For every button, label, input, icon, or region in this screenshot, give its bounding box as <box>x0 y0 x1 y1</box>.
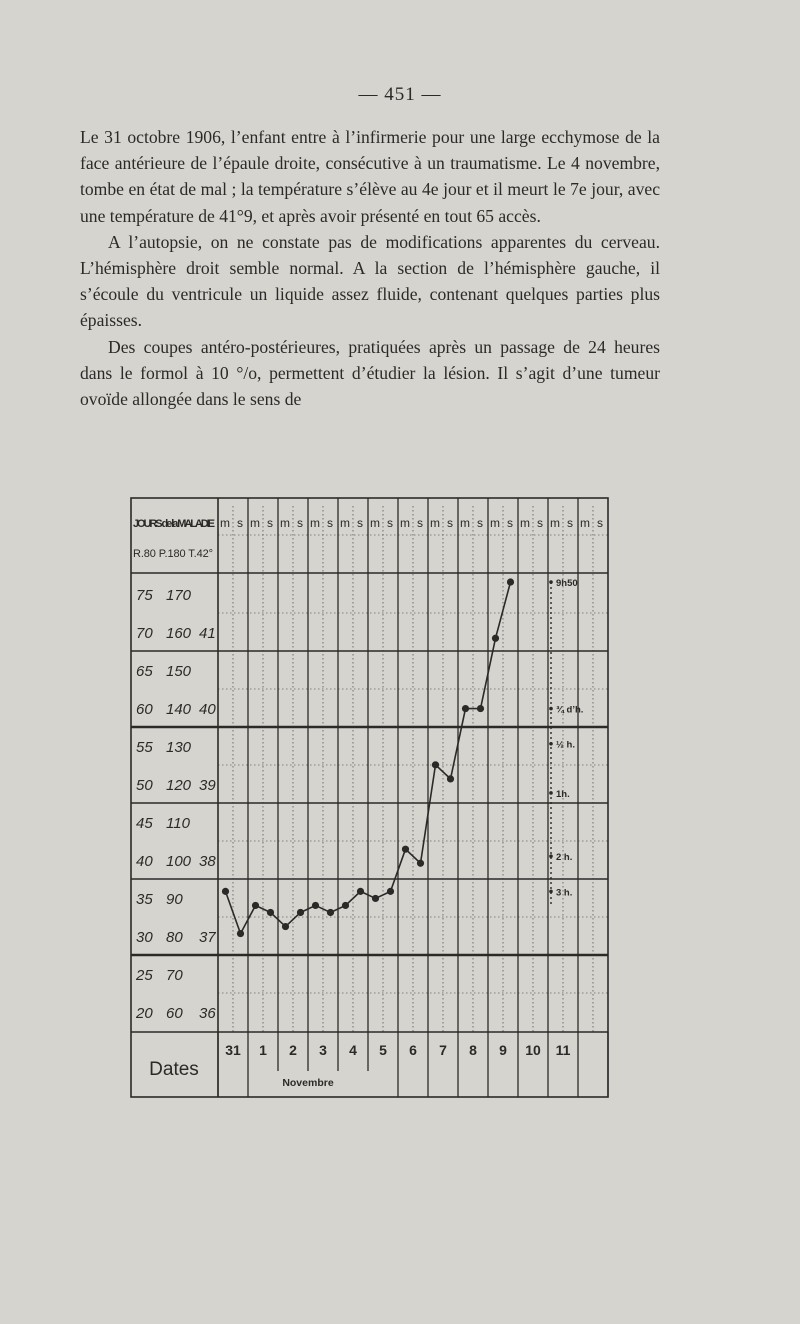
slot-label-s: s <box>567 516 573 530</box>
y-label-pulse: 150 <box>166 663 192 680</box>
y-label-pulse: 130 <box>166 739 192 756</box>
temperature-chart <box>128 495 613 1099</box>
y-label-respiration: 50 <box>136 777 153 794</box>
slot-label-m: m <box>550 516 560 530</box>
slot-label-s: s <box>267 516 273 530</box>
slot-label-s: s <box>537 516 543 530</box>
slot-label-m: m <box>340 516 350 530</box>
date-label: 3 <box>319 1042 327 1058</box>
temperature-point <box>507 578 514 585</box>
date-label: 31 <box>225 1042 241 1058</box>
slot-label-s: s <box>477 516 483 530</box>
slot-label-m: m <box>220 516 230 530</box>
slot-label-m: m <box>580 516 590 530</box>
y-label-respiration: 70 <box>136 625 153 642</box>
annotation-marker <box>549 580 553 584</box>
annotation-label: ¾ d’h. <box>556 704 584 716</box>
slot-label-m: m <box>520 516 530 530</box>
slot-label-m: m <box>490 516 500 530</box>
y-label-respiration: 55 <box>136 739 153 756</box>
y-label-pulse: 160 <box>166 625 192 642</box>
temperature-point <box>342 902 349 909</box>
slot-label-s: s <box>297 516 303 530</box>
paragraph-1: Le 31 octobre 1906, l’enfant entre à l’infirmerie pour une large ecchymose de la face antérieure de l’épaule droite, consécutive à un traumatisme. Le 4 novembre, tombe en état de mal ; la température s’élève au 4e jour et il meurt le 7e jour, avec une température de 41°9, et après avoir présenté en tout 65 accès. <box>80 127 660 226</box>
slot-label-m: m <box>460 516 470 530</box>
temperature-point <box>417 860 424 867</box>
y-label-respiration: 65 <box>136 663 153 680</box>
y-label-temperature: 36 <box>199 1005 216 1022</box>
temperature-point <box>222 888 229 895</box>
slot-label-m: m <box>430 516 440 530</box>
slot-label-s: s <box>327 516 333 530</box>
annotation-marker <box>549 890 553 894</box>
date-label: 8 <box>469 1042 477 1058</box>
temperature-point <box>327 909 334 916</box>
date-label: 10 <box>525 1042 541 1058</box>
date-label: 7 <box>439 1042 447 1058</box>
y-label-pulse: 170 <box>166 587 192 604</box>
annotation-marker <box>549 854 553 858</box>
temperature-point <box>432 761 439 768</box>
annotation-label: 3 h. <box>556 887 573 899</box>
y-label-pulse: 90 <box>166 891 183 908</box>
y-label-respiration: 60 <box>136 701 153 718</box>
temperature-point <box>372 895 379 902</box>
date-label: 5 <box>379 1042 387 1058</box>
y-label-temperature: 39 <box>199 777 216 794</box>
temperature-point <box>312 902 319 909</box>
temperature-point <box>282 923 289 930</box>
date-label: 4 <box>349 1042 357 1058</box>
annotation-marker <box>549 707 553 711</box>
temperature-point <box>477 705 484 712</box>
body-text <box>80 124 660 412</box>
slot-label-m: m <box>310 516 320 530</box>
y-label-temperature: 41 <box>199 625 216 642</box>
temperature-chart-svg <box>128 495 613 1099</box>
date-label: 11 <box>555 1042 571 1058</box>
paragraph-3: Des coupes antéro-postérieures, pratiquées après un passage de 24 heures dans le formol à 10 °/o, permettent d’étudier la lésion. Il s’agit d’une tumeur ovoïde allongée dans le sens de <box>80 336 660 410</box>
y-label-temperature: 40 <box>199 701 216 718</box>
temperature-point <box>402 846 409 853</box>
slot-label-m: m <box>400 516 410 530</box>
y-label-respiration: 40 <box>136 853 153 870</box>
y-label-pulse: 70 <box>166 967 183 984</box>
y-label-pulse: 110 <box>166 815 190 832</box>
temperature-point <box>357 888 364 895</box>
annotation-marker <box>549 791 553 795</box>
temperature-point <box>387 888 394 895</box>
temperature-point <box>297 909 304 916</box>
y-label-temperature: 37 <box>199 929 216 946</box>
y-label-respiration: 25 <box>136 967 153 984</box>
page-number: — 451 — <box>358 84 442 105</box>
slot-label-s: s <box>357 516 363 530</box>
y-label-temperature: 38 <box>199 853 216 870</box>
y-label-respiration: 30 <box>136 929 153 946</box>
paragraph-2: A l’autopsie, on ne constate pas de modifications apparentes du cerveau. L’hémisphère droit semble normal. A la section de l’hémisphère gauche, il s’écoule du ventricule un liquide assez fluide, contenant quelques parties plus épaisses. <box>80 231 660 331</box>
slot-label-s: s <box>417 516 423 530</box>
date-label: 1 <box>259 1042 267 1058</box>
annotation-label: 9h50 <box>556 578 578 590</box>
temperature-point <box>447 775 454 782</box>
temperature-point <box>237 930 244 937</box>
annotation-label: 2 h. <box>556 852 573 864</box>
y-label-pulse: 140 <box>166 701 192 718</box>
slot-label-m: m <box>280 516 290 530</box>
slot-label-s: s <box>597 516 603 530</box>
y-label-pulse: 80 <box>166 929 183 946</box>
slot-label-s: s <box>387 516 393 530</box>
annotation-label: ½ h. <box>556 739 576 751</box>
header-scales: R.80 P.180 T.42° <box>133 548 213 560</box>
dates-label: Dates <box>149 1059 199 1080</box>
temperature-point <box>492 635 499 642</box>
y-label-pulse: 120 <box>166 777 192 794</box>
annotation-marker <box>549 742 553 746</box>
slot-label-m: m <box>370 516 380 530</box>
y-label-respiration: 35 <box>136 891 153 908</box>
slot-label-m: m <box>250 516 260 530</box>
annotation-label: 1h. <box>556 788 570 800</box>
y-label-respiration: 20 <box>136 1005 153 1022</box>
month-label: Novembre <box>282 1077 334 1089</box>
slot-label-s: s <box>447 516 453 530</box>
date-label: 6 <box>409 1042 417 1058</box>
temperature-point <box>462 705 469 712</box>
slot-label-s: s <box>507 516 513 530</box>
slot-label-s: s <box>237 516 243 530</box>
y-label-respiration: 75 <box>136 587 153 604</box>
date-label: 9 <box>499 1042 507 1058</box>
y-label-pulse: 60 <box>166 1005 183 1022</box>
header-title: JOURS de la MALADIE <box>133 518 215 530</box>
temperature-point <box>252 902 259 909</box>
date-label: 2 <box>289 1042 297 1058</box>
y-label-pulse: 100 <box>166 853 192 870</box>
temperature-point <box>267 909 274 916</box>
y-label-respiration: 45 <box>136 815 153 832</box>
